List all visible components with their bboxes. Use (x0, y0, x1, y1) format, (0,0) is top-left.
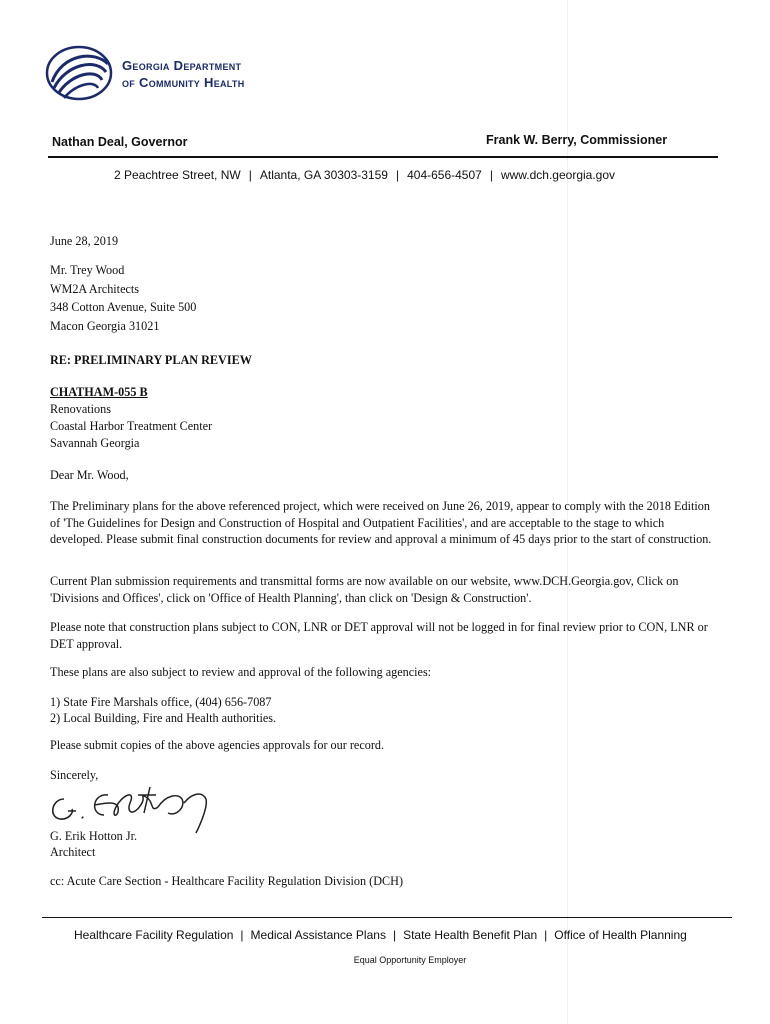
list-item: 1) State Fire Marshals office, (404) 656-7087 (50, 695, 272, 709)
paragraph-compliance: The Preliminary plans for the above referenced project, which were received on June 26, 2019, appear to comply with the 2018 Edition of 'The Guidelines for Design and Construction of Hospital and Outpatient Facilities', and are acceptable to the stage to which developed. Please submit final construction documents for review and approval a minimum of 45 days prior to the start of construction. (50, 499, 712, 546)
signature-icon (46, 773, 236, 835)
project-line: Coastal Harbor Treatment Center (50, 419, 213, 433)
signer-name: G. Erik Hotton Jr. (50, 829, 138, 843)
paragraph-note: Please note that construction plans subject to CON, LNR or DET approval will not be logged in for final review prior to CON, LNR or DET approval. (50, 620, 708, 651)
subject-line: RE: PRELIMINARY PLAN REVIEW (50, 353, 252, 367)
cc-line: cc: Acute Care Section - Healthcare Facility Regulation Division (DCH) (50, 874, 403, 888)
project-line: Savannah Georgia (50, 436, 140, 450)
footer-division: Medical Assistance Plans (250, 928, 386, 942)
equal-opportunity-text: Equal Opportunity Employer (353, 955, 467, 965)
org-name-line1: Georgia Department (122, 58, 242, 73)
address-city: Atlanta, GA 30303-3159 (259, 168, 388, 182)
recipient-line: WM2A Architects (50, 281, 140, 296)
list-item: 2) Local Building, Fire and Health authorities. (50, 711, 277, 725)
letter-date: June 28, 2019 (50, 234, 119, 248)
agency-list (50, 694, 720, 726)
closing: Sincerely, (50, 768, 99, 782)
address-phone: 404-656-4507 (407, 168, 482, 182)
footer-division: Healthcare Facility Regulation (74, 928, 234, 942)
paragraph-submission: Current Plan submission requirements and transmittal forms are now available on our website, www.DCH.Georgia.gov, Click on 'Divisions and Offices', click on 'Office of Health Planning', than click on 'Design & Construction'. (50, 574, 679, 605)
signer-title: Architect (50, 845, 96, 859)
commissioner-name: Frank W. Berry, Commissioner (486, 133, 668, 147)
recipient-line: 348 Cotton Avenue, Suite 500 (50, 300, 197, 314)
dch-logo-icon (44, 44, 114, 102)
governor-name: Nathan Deal, Governor (52, 135, 188, 149)
footer-divisions: Healthcare Facility Regulation | Medical Assistance Plans | State Health Benefit Plan | Office of Health Planning (74, 928, 687, 942)
footer-division: Office of Health Planning (554, 928, 687, 942)
project-code: CHATHAM-055 B (50, 385, 148, 399)
org-name (122, 57, 245, 91)
recipient-line: Mr. Trey Wood (50, 263, 125, 277)
paragraph-copies: Please submit copies of the above agencies approvals for our record. (50, 738, 385, 752)
org-name-line2: of Community Health (122, 75, 245, 90)
project-line: Renovations (50, 402, 111, 416)
project-block (50, 384, 720, 452)
paragraph-agencies: These plans are also subject to review and approval of the following agencies: (50, 665, 432, 679)
footer-division: State Health Benefit Plan (403, 928, 538, 942)
recipient-line: Macon Georgia 31021 (50, 318, 160, 333)
address-web[interactable]: www.dch.georgia.gov (500, 168, 616, 182)
header-divider (48, 156, 718, 158)
salutation: Dear Mr. Wood, (50, 468, 129, 482)
address-street: 2 Peachtree Street, NW (114, 168, 241, 182)
address-line: 2 Peachtree Street, NW | Atlanta, GA 30303-3159 | 404-656-4507 | www.dch.georgia.gov (114, 168, 616, 182)
signer-block (50, 828, 720, 860)
footer-divider (42, 917, 732, 918)
recipient-block (50, 261, 720, 335)
